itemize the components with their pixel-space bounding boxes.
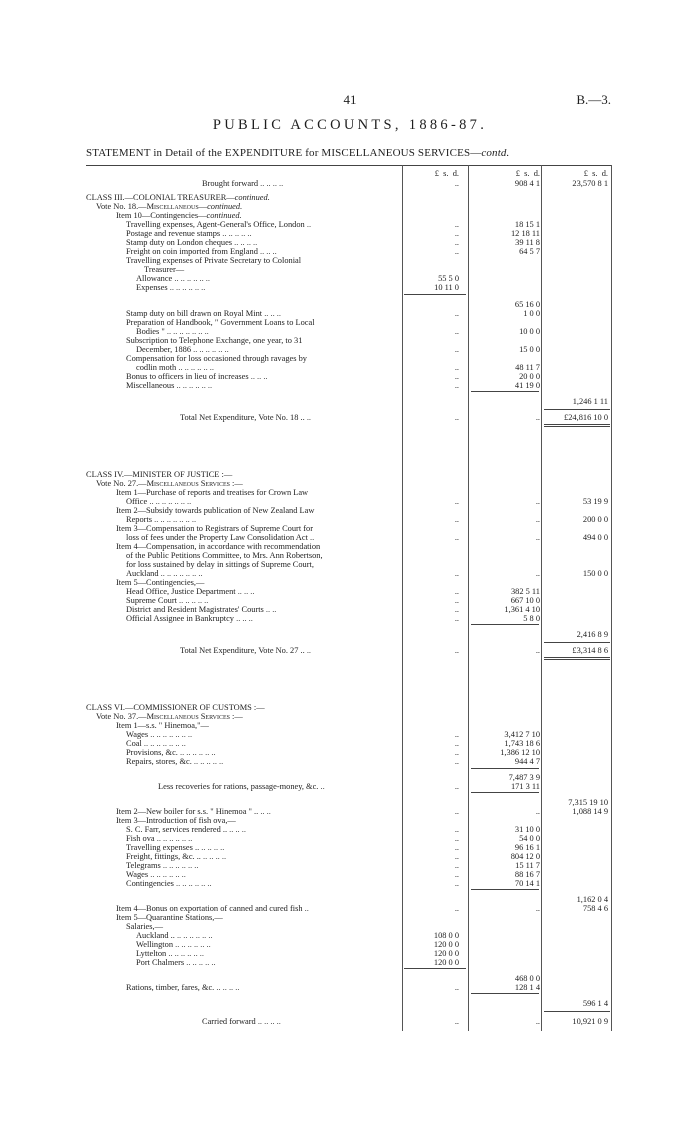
table-row [86, 757, 612, 767]
row-label: CLASS III.—COLONIAL TREASURER—continued. [86, 193, 270, 202]
amount-c1: .. [454, 646, 459, 655]
row-label: Item 4—Bonus on exportation of canned and cured fish .. [116, 904, 309, 913]
amount-c2: 41 19 0 [514, 381, 540, 390]
amount-c2: 468 0 0 [514, 974, 540, 983]
row-label: Rations, timber, fares, &c. .. .. .. .. [126, 983, 240, 992]
amount-c3: £3,314 8 6 [572, 646, 608, 655]
table-row [86, 413, 612, 423]
total-double-rule [544, 426, 610, 427]
amount-c3: 150 0 0 [582, 569, 608, 578]
row-label: Fish ova .. .. .. .. .. .. [126, 834, 193, 843]
row-label: CLASS VI.—COMMISSIONER OF CUSTOMS :— [86, 703, 265, 712]
table-row [86, 630, 612, 640]
row-label: Auckland .. .. .. .. .. .. .. [126, 569, 203, 578]
amount-c2: 15 11 7 [515, 861, 540, 870]
amount-c2: 804 12 0 [510, 852, 540, 861]
row-label: Official Assignee in Bankruptcy .. .. .. [126, 614, 253, 623]
row-label: December, 1886 .. .. .. .. .. .. [136, 345, 229, 354]
row-label: loss of fees under the Property Law Consolidation Act .. [126, 533, 315, 542]
amount-c1: .. [454, 904, 459, 913]
amount-c2: 70 14 1 [514, 879, 540, 888]
total-double-rule [544, 659, 610, 660]
row-label: Item 1—Purchase of reports and treatises for Crown Law [116, 488, 309, 497]
row-label: Total Net Expenditure, Vote No. 18 .. .. [180, 413, 311, 422]
table-row [86, 782, 612, 792]
row-label: Item 10—Contingencies—continued. [116, 211, 242, 220]
row-label: Item 1—s.s. " Hinemoa,"— [116, 721, 209, 730]
row-label: Wages .. .. .. .. .. .. .. [126, 730, 193, 739]
row-label: Travelling expenses .. .. .. .. .. [126, 843, 225, 852]
amount-c1: .. [454, 739, 459, 748]
amount-c1: .. [454, 748, 459, 757]
amount-c1: .. [454, 834, 459, 843]
amount-c2: 944 4 7 [514, 757, 540, 766]
amount-c2: 667 10 0 [510, 596, 540, 605]
row-label: Stamp duty on bill drawn on Royal Mint .. .. .. [126, 309, 281, 318]
subtotal-rule [471, 624, 539, 625]
amount-c2: 48 11 7 [515, 363, 540, 372]
amount-c1: .. [454, 587, 459, 596]
amount-c2: .. [535, 413, 540, 422]
row-label: for loss sustained by delay in sittings of Supreme Court, [126, 560, 314, 569]
row-label: Item 2—Subsidy towards publication of New Zealand Law [116, 506, 315, 515]
row-label: codlin moth .. .. .. .. .. .. [136, 363, 214, 372]
amount-c1: .. [454, 614, 459, 623]
table-row [86, 646, 612, 656]
amount-c2: .. [535, 515, 540, 524]
amount-c3: 1,246 1 11 [572, 397, 608, 406]
amount-c1: .. [454, 861, 459, 870]
amount-c1: .. [454, 843, 459, 852]
amount-c1: 55 5 0 [438, 274, 459, 283]
amount-c1: .. [454, 852, 459, 861]
table-row [86, 381, 612, 391]
amount-c2: .. [535, 904, 540, 913]
amount-c1: 120 0 0 [433, 940, 459, 949]
amount-c1: 10 11 0 [434, 283, 459, 292]
row-label: Vote No. 18.—Miscellaneous—continued. [96, 202, 243, 211]
row-label: Telegrams .. .. .. .. .. .. [126, 861, 199, 870]
amount-c2: 88 16 7 [514, 870, 540, 879]
amount-c1: .. [454, 730, 459, 739]
amount-c2: 1,386 12 10 [500, 748, 540, 757]
amount-c2: 65 16 0 [514, 300, 540, 309]
amount-c1: .. [454, 983, 459, 992]
amount-c2: .. [535, 1017, 540, 1026]
row-label: Allowance .. .. .. .. .. .. [136, 274, 210, 283]
table-row [86, 999, 612, 1009]
row-label: Compensation for loss occasioned through ravages by [126, 354, 307, 363]
amount-c1: .. [454, 596, 459, 605]
amount-c3: 1,162 0 4 [576, 895, 608, 904]
amount-c1: .. [454, 238, 459, 247]
subtotal-rule [404, 968, 466, 969]
amount-c1: .. [454, 515, 459, 524]
amount-c2: 10 0 0 [519, 327, 540, 336]
row-label: Total Net Expenditure, Vote No. 27 .. .. [180, 646, 311, 655]
amount-c2: 20 0 0 [519, 372, 540, 381]
column-header-3: £ s. d. [583, 169, 608, 178]
amount-c2: 64 5 7 [519, 247, 540, 256]
amount-c2: .. [535, 569, 540, 578]
amount-c1: .. [454, 825, 459, 834]
row-label: Postage and revenue stamps .. .. .. .. .. [126, 229, 252, 238]
amount-c3: £24,816 10 0 [564, 413, 608, 422]
row-label: Carried forward .. .. .. .. [202, 1017, 281, 1026]
row-label: Item 3—Compensation to Registrars of Supreme Court for [116, 524, 314, 533]
amount-c1: .. [454, 879, 459, 888]
amount-c3: 596 1 4 [582, 999, 608, 1008]
amount-c1: .. [454, 220, 459, 229]
amount-c1: .. [454, 870, 459, 879]
row-label: Supreme Court .. .. .. .. .. [126, 596, 209, 605]
statement-heading [86, 147, 616, 159]
amount-c1: .. [454, 497, 459, 506]
row-label: Wellington .. .. .. .. .. .. [136, 940, 211, 949]
amount-c3: 7,315 19 10 [568, 798, 608, 807]
row-label: Miscellaneous .. .. .. .. .. .. [126, 381, 213, 390]
amount-c1: 108 0 0 [433, 931, 459, 940]
row-label: Travelling expenses, Agent-General's Office, London .. [126, 220, 312, 229]
subtotal-rule [471, 768, 539, 769]
subtotal-rule [471, 792, 539, 793]
subtotal-rule [471, 391, 539, 392]
column-header-2: £ s. d. [515, 169, 540, 178]
amount-c3: 10,921 0 9 [572, 1017, 608, 1026]
row-label: Lyttelton .. .. .. .. .. .. [136, 949, 204, 958]
row-label: Head Office, Justice Department .. .. .. [126, 587, 255, 596]
row-label: Item 4—Compensation, in accordance with recommendation [116, 542, 321, 551]
amount-c2: 3,412 7 10 [504, 730, 540, 739]
row-label: Port Chalmers .. .. .. .. .. [136, 958, 216, 967]
amount-c2: .. [535, 533, 540, 542]
amount-c1: .. [454, 533, 459, 542]
amount-c2: 1,743 18 6 [504, 739, 540, 748]
page-number: 41 [343, 92, 357, 107]
row-label: Stamp duty on London cheques .. .. .. .. [126, 238, 258, 247]
amount-c2: 1,361 4 10 [504, 605, 540, 614]
row-label: Freight, fittings, &c. .. .. .. .. .. [126, 852, 227, 861]
column-header-1: £ s. d. [434, 169, 459, 178]
row-label: Subscription to Telephone Exchange, one year, to 31 [126, 336, 303, 345]
subtotal-rule [404, 294, 466, 295]
amount-c2: 15 0 0 [519, 345, 540, 354]
total-double-rule [544, 657, 610, 658]
row-label: Expenses .. .. .. .. .. .. [136, 283, 206, 292]
row-label: Brought forward .. .. .. .. [202, 179, 284, 188]
amount-c1: .. [454, 229, 459, 238]
amount-c3: 2,416 8 9 [576, 630, 608, 639]
amount-c1: .. [454, 372, 459, 381]
row-label: Repairs, stores, &c. .. .. .. .. .. [126, 757, 224, 766]
statement-prefix: STATEMENT in Detail of the EXPENDITURE for MISCELLANEOUS SERVICES— [86, 147, 482, 159]
row-label: Vote No. 37.—Miscellaneous Services :— [96, 712, 243, 721]
amount-c1: .. [454, 381, 459, 390]
row-label: Item 2—New boiler for s.s. " Hinemoa " .. .. .. [116, 807, 271, 816]
amount-c2: 96 16 1 [514, 843, 540, 852]
amount-c2: .. [535, 807, 540, 816]
row-label: Reports .. .. .. .. .. .. .. [126, 515, 197, 524]
amount-c1: .. [454, 327, 459, 336]
expenditure-table [86, 165, 612, 1031]
amount-c1: .. [454, 413, 459, 422]
row-label: Coal .. .. .. .. .. .. .. [126, 739, 186, 748]
amount-c1: .. [454, 179, 459, 188]
amount-c3: 53 19 9 [582, 497, 608, 506]
row-label: Item 3—Introduction of fish ova,— [116, 816, 236, 825]
amount-c1: .. [454, 309, 459, 318]
table-row [86, 397, 612, 407]
table-row [86, 283, 612, 293]
row-label: Travelling expenses of Private Secretary to Colonial [126, 256, 302, 265]
amount-c2: 12 18 11 [510, 229, 540, 238]
amount-c1: .. [454, 247, 459, 256]
total-rule [544, 642, 610, 643]
table-row [86, 879, 612, 889]
row-label: Vote No. 27.—Miscellaneous Services :— [96, 479, 243, 488]
row-label: Contingencies .. .. .. .. .. .. [126, 879, 212, 888]
table-row [86, 983, 612, 993]
row-label: Auckland .. .. .. .. .. .. .. [136, 931, 213, 940]
row-label: Salaries,— [126, 922, 163, 931]
row-label: S. C. Farr, services rendered .. .. .. .. [126, 825, 246, 834]
total-rule [544, 409, 610, 410]
table-row [86, 179, 612, 189]
amount-c1: 120 0 0 [433, 958, 459, 967]
amount-c1: .. [454, 569, 459, 578]
page-title: PUBLIC ACCOUNTS, 1886-87. [212, 117, 488, 133]
amount-c1: .. [454, 345, 459, 354]
amount-c3: 494 0 0 [582, 533, 608, 542]
amount-c2: .. [535, 646, 540, 655]
amount-c1: .. [454, 782, 459, 791]
row-label: Bodies " .. .. .. .. .. .. .. [136, 327, 209, 336]
total-rule [544, 1011, 610, 1012]
amount-c1: .. [454, 807, 459, 816]
row-label: Office .. .. .. .. .. .. .. [126, 497, 192, 506]
table-row [86, 1017, 612, 1027]
row-label: Item 5—Quarantine Stations,— [116, 913, 223, 922]
row-label: Item 5—Contingencies,— [116, 578, 205, 587]
amount-c3: 758 4 6 [582, 904, 608, 913]
row-label: Provisions, &c. .. .. .. .. .. .. [126, 748, 216, 757]
row-label: CLASS IV.—MINISTER OF JUSTICE :— [86, 470, 233, 479]
document-reference: B.—3. [576, 92, 611, 107]
amount-c1: .. [454, 757, 459, 766]
amount-c2: 54 0 0 [519, 834, 540, 843]
total-double-rule [544, 424, 610, 425]
amount-c3: 23,570 8 1 [572, 179, 608, 188]
subtotal-rule [471, 889, 539, 890]
amount-c2: 128 1 4 [514, 983, 540, 992]
row-label: Treasurer— [144, 265, 185, 274]
amount-c2: 1 0 0 [523, 309, 540, 318]
amount-c2: 18 15 1 [514, 220, 540, 229]
amount-c1: 120 0 0 [433, 949, 459, 958]
table-row [86, 614, 612, 624]
amount-c2: 31 10 0 [514, 825, 540, 834]
row-label: District and Resident Magistrates' Courts .. .. [126, 605, 277, 614]
amount-c2: 908 4 1 [514, 179, 540, 188]
table-top-rule [86, 165, 612, 166]
amount-c3: 1,088 14 9 [572, 807, 608, 816]
row-label: Preparation of Handbook, " Government Loans to Local [126, 318, 315, 327]
amount-c1: .. [454, 363, 459, 372]
subtotal-rule [471, 993, 539, 994]
amount-c2: 7,487 3 9 [508, 773, 540, 782]
row-label: of the Public Petitions Committee, to Mrs. Ann Robertson, [126, 551, 323, 560]
amount-c2: 171 3 11 [510, 782, 540, 791]
amount-c2: 382 5 11 [510, 587, 540, 596]
amount-c1: .. [454, 1017, 459, 1026]
table-row [86, 958, 612, 968]
row-label: Less recoveries for rations, passage-money, &c. .. [158, 782, 325, 791]
row-label: Wages .. .. .. .. .. .. [126, 870, 186, 879]
statement-suffix: contd. [481, 147, 510, 159]
amount-c3: 200 0 0 [582, 515, 608, 524]
row-label: Freight on coin imported from England .. .. .. [126, 247, 277, 256]
amount-c2: 5 8 0 [523, 614, 540, 623]
amount-c2: 39 11 8 [515, 238, 540, 247]
amount-c1: .. [454, 605, 459, 614]
row-label: Bonus to officers in lieu of increases .. .. .. [126, 372, 268, 381]
amount-c2: .. [535, 497, 540, 506]
